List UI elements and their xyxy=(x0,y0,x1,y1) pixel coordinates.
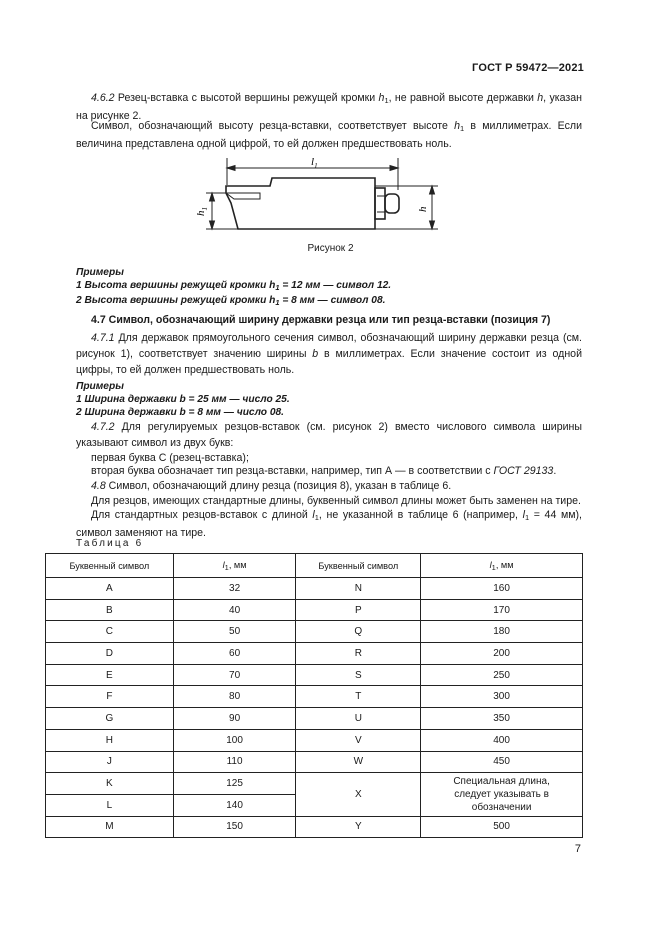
table-cell: T xyxy=(296,686,421,708)
table-cell: 500 xyxy=(421,816,583,838)
table-cell: G xyxy=(46,708,174,730)
table-cell: 300 xyxy=(421,686,583,708)
table-cell: J xyxy=(46,751,174,773)
paragraph-symbol-height: Символ, обозначающий высоту резца-вставки, соответствует высоте $h_1$ в миллиметрах. Если величина представлена одной цифрой, то ей должен предшествовать ноль. xyxy=(76,120,582,150)
figure-2-drawing xyxy=(190,150,450,240)
table-cell: R xyxy=(296,643,421,665)
table-row xyxy=(46,578,583,600)
table-cell: 60 xyxy=(173,643,296,665)
table-row xyxy=(46,751,583,773)
table-cell: 100 xyxy=(173,729,296,751)
paragraph-4-7-2-line2: первая буква С (резец-вставка); xyxy=(91,452,249,464)
arrow-h-bottom xyxy=(430,221,435,229)
table-cell: V xyxy=(296,729,421,751)
table-row xyxy=(46,599,583,621)
paragraph-4-7-2-line3: вторая буква обозначает тип резца-вставки, например, тип А — в соответствии с ГОСТ 29133. xyxy=(91,465,557,477)
paragraph-4-6-2: 4.6.2 Резец-вставка с высотой вершины режущей кромки $h_1$, не равной высоте державки h, указан на рисунке 2. xyxy=(76,92,582,122)
examples-block-1: Примеры 1 Высота вершины режущей кромки $h_1 = 12$ мм — символ 12. 2 Высота вершины режущей кромки $h_1 = 8$ мм — символ 08. xyxy=(76,266,582,309)
table-cell: W xyxy=(296,751,421,773)
table-cell: 250 xyxy=(421,664,583,686)
paragraph-4-7-1: 4.7.1 Для державок прямоугольного сечения символ, обозначающий ширину державки резца (см. рисунок 1), соответствует значению ширины b в миллиметрах. Если значение состоит из одной цифры, то ей должен предшествовать ноль. xyxy=(76,332,582,376)
table-cell: C xyxy=(46,621,174,643)
table-6 xyxy=(45,553,583,838)
arrow-l1-left xyxy=(227,166,235,171)
label-l1: $l_1$ xyxy=(311,156,318,170)
table-cell: 80 xyxy=(173,686,296,708)
table-cell: U xyxy=(296,708,421,730)
col-header-length: $l_1$, мм xyxy=(421,554,583,578)
table-cell: P xyxy=(296,599,421,621)
arrow-l1-right xyxy=(390,166,398,171)
table-cell: F xyxy=(46,686,174,708)
figure-2-caption: Рисунок 2 xyxy=(307,243,354,254)
table-cell: 180 xyxy=(421,621,583,643)
table-row xyxy=(46,621,583,643)
table-cell: D xyxy=(46,643,174,665)
document-header: ГОСТ Р 59472—2021 xyxy=(472,62,584,74)
table-cell: 160 xyxy=(421,578,583,600)
table-row xyxy=(46,708,583,730)
arrow-h1-top xyxy=(210,193,215,201)
table-row xyxy=(46,816,583,838)
table-cell: 125 xyxy=(173,773,296,795)
example-item: 2 Высота вершины режущей кромки $h_1 = 8$ мм — символ 08. xyxy=(76,295,386,307)
screw-shank xyxy=(375,188,385,219)
table-cell: Q xyxy=(296,621,421,643)
cutting-edge xyxy=(226,193,260,199)
table-cell: Y xyxy=(296,816,421,838)
section-heading-4-7: 4.7 Символ, обозначающий ширину державки резца или тип резца-вставки (позиция 7) xyxy=(91,314,551,326)
table-cell: E xyxy=(46,664,174,686)
table-row xyxy=(46,773,583,795)
table-cell: B xyxy=(46,599,174,621)
example-item: 1 Ширина державки b = 25 мм — число 25. xyxy=(76,394,290,405)
table-cell: Специальная длина, следует указывать в обозначении xyxy=(421,773,583,816)
table-cell: S xyxy=(296,664,421,686)
table-cell: H xyxy=(46,729,174,751)
paragraph-4-7-2: 4.7.2 Для регулируемых резцов-вставок (см. рисунок 2) вместо числового символа ширины указывают символ из двух букв: xyxy=(76,421,582,449)
page-number: 7 xyxy=(574,843,581,855)
paragraph-4-8: 4.8 Символ, обозначающий длину резца (позиция 8), указан в таблице 6. xyxy=(91,480,452,492)
table-6-caption: Таблица 6 xyxy=(76,538,144,549)
table-cell: 200 xyxy=(421,643,583,665)
table-cell: 40 xyxy=(173,599,296,621)
insert-body xyxy=(226,178,375,229)
example-item: 1 Высота вершины режущей кромки $h_1 = 12$ мм — символ 12. xyxy=(76,280,392,292)
table-cell: 350 xyxy=(421,708,583,730)
table-cell: N xyxy=(296,578,421,600)
table-cell: A xyxy=(46,578,174,600)
col-header-letter: Буквенный символ xyxy=(296,554,421,578)
table-cell: 450 xyxy=(421,751,583,773)
paragraph-4-8-nonstandard: Для стандартных резцов-вставок с длиной $l_1$, не указанной в таблице 6 (например, $l_1 = 44$ мм), символ заменяют на тире. xyxy=(76,509,582,539)
table-cell: 110 xyxy=(173,751,296,773)
col-header-letter: Буквенный символ xyxy=(46,554,174,578)
paragraph-4-8-standard: Для резцов, имеющих стандартные длины, буквенный символ длины может быть заменен на тире. xyxy=(91,495,581,507)
table-cell: 170 xyxy=(421,599,583,621)
table-row xyxy=(46,686,583,708)
table-header-row xyxy=(46,554,583,578)
table-cell: 70 xyxy=(173,664,296,686)
arrow-h-top xyxy=(430,186,435,194)
table-row xyxy=(46,729,583,751)
table-cell: L xyxy=(46,794,174,816)
table-row xyxy=(46,664,583,686)
table-cell: 32 xyxy=(173,578,296,600)
table-cell: X xyxy=(296,773,421,816)
arrow-h1-bottom xyxy=(210,221,215,229)
table-cell: 150 xyxy=(173,816,296,838)
table-cell: 50 xyxy=(173,621,296,643)
screw-head xyxy=(385,194,399,213)
table-cell: 90 xyxy=(173,708,296,730)
table-cell: 400 xyxy=(421,729,583,751)
label-h1: $h_1$ xyxy=(195,207,209,216)
label-h: h xyxy=(417,206,429,212)
examples-block-2: Примеры 1 Ширина державки b = 25 мм — число 25. 2 Ширина державки b = 8 мм — число 08. xyxy=(76,380,582,419)
table-cell: K xyxy=(46,773,174,795)
example-item: 2 Ширина державки b = 8 мм — число 08. xyxy=(76,407,284,418)
col-header-length: $l_1$, мм xyxy=(173,554,296,578)
table-row xyxy=(46,643,583,665)
table-cell: M xyxy=(46,816,174,838)
table-cell: 140 xyxy=(173,794,296,816)
